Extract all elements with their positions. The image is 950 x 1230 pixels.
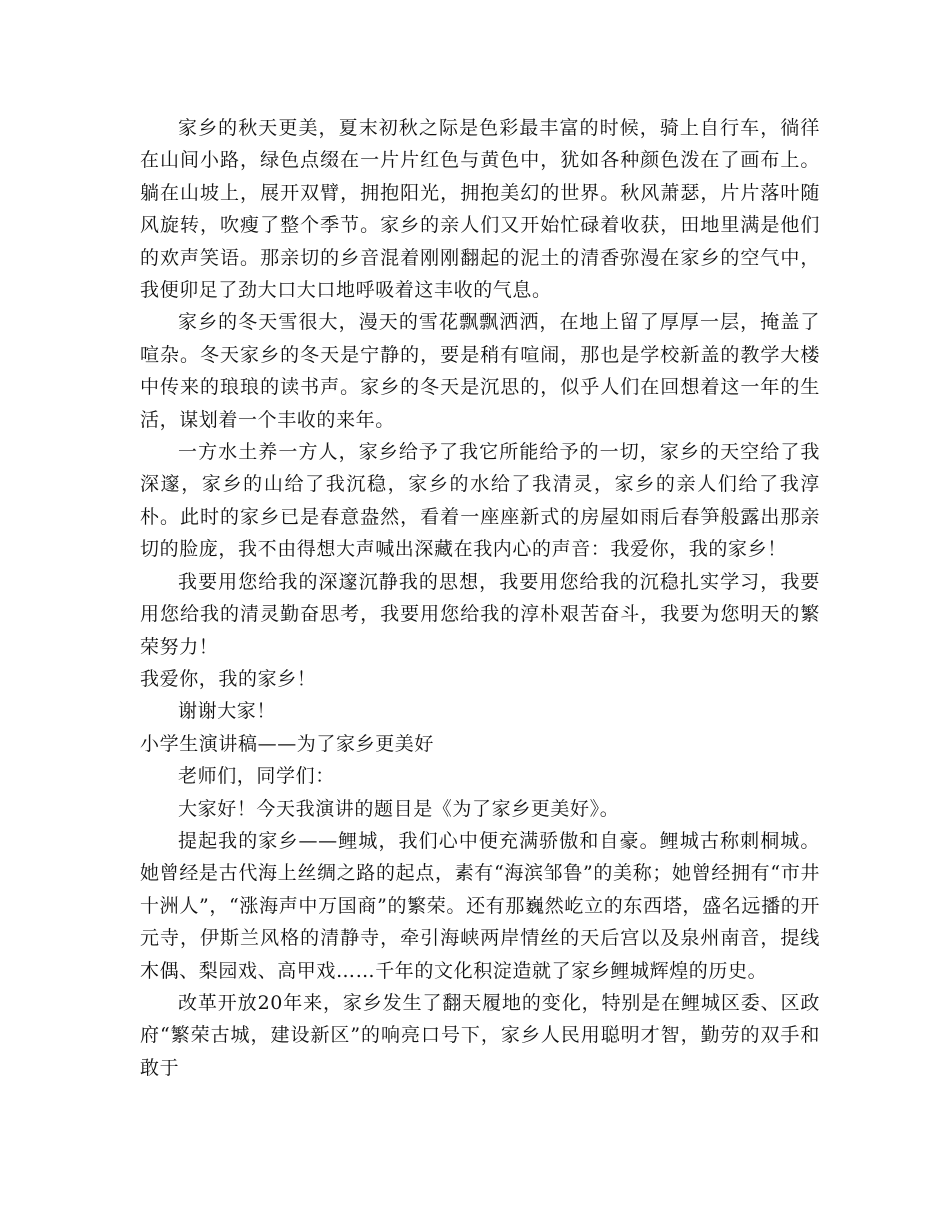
paragraph-hometown-gifts: 一方水土养一方人，家乡给予了我它所能给予的一切，家乡的天空给了我深邃，家乡的山给了我沉稳，家乡的水给了我清灵，家乡的亲人们给了我淳朴。此时的家乡已是春意盎然，看着一座座新式的房屋如雨后春笋般露出那亲切的脸庞，我不由得想大声喊出深藏在我内心的声音：我爱你，我的家乡！	[140, 441, 820, 561]
paragraph-love-hometown: 我爱你，我的家乡！	[140, 667, 317, 690]
document-page	[140, 112, 820, 1084]
paragraph-reform: 改革开放20年来，家乡发生了翻天履地的变化，特别是在鲤城区委、区政府“繁荣古城，建设新区”的响亮口号下，家乡人民用聪明才智，勤劳的双手和敢于	[140, 991, 820, 1079]
paragraph-autumn: 家乡的秋天更美，夏末初秋之际是色彩最丰富的时候，骑上自行车，徜徉在山间小路，绿色点缀在一片片红色与黄色中，犹如各种颜色泼在了画布上。躺在山坡上，展开双臂，拥抱阳光，拥抱美幻的世界。秋风萧瑟，片片落叶随风旋转，吹瘦了整个季节。家乡的亲人们又开始忙碌着收获，田地里满是他们的欢声笑语。那亲切的乡音混着刚刚翻起的泥土的清香弥漫在家乡的空气中，我便卯足了劲大口大口地呼吸着这丰收的气息。	[140, 117, 820, 302]
paragraph-resolve: 我要用您给我的深邃沉静我的思想，我要用您给我的沉稳扎实学习，我要用您给我的清灵勤奋思考，我要用您给我的淳朴艰苦奋斗，我要为您明天的繁荣努力！	[140, 570, 820, 658]
paragraph-licheng-history: 提起我的家乡——鲤城，我们心中便充满骄傲和自豪。鲤城古称刺桐城。她曾经是古代海上丝绸之路的起点，素有“海滨邹鲁”的美称；她曾经拥有“市井十洲人”，“涨海声中万国商”的繁荣。还有那巍然屹立的东西塔，盛名远播的开元寺，伊斯兰风格的清静寺，牵引海峡两岸情丝的天后宫以及泉州南音，提线木偶、梨园戏、高甲戏……千年的文化积淀造就了家乡鲤城辉煌的历史。	[140, 829, 820, 982]
paragraph-thanks: 谢谢大家！	[178, 700, 277, 723]
paragraph-winter: 家乡的冬天雪很大，漫天的雪花飘飘洒洒，在地上留了厚厚一层，掩盖了喧杂。冬天家乡的冬天是宁静的，要是稍有喧闹，那也是学校新盖的教学大楼中传来的琅琅的读书声。家乡的冬天是沉思的，似乎人们在回想着这一年的生活，谋划着一个丰收的来年。	[140, 311, 820, 431]
paragraph-greeting: 大家好！今天我演讲的题目是《为了家乡更美好》。	[178, 797, 620, 820]
paragraph-salutation: 老师们，同学们：	[178, 765, 335, 788]
speech-title: 小学生演讲稿——为了家乡更美好	[140, 732, 435, 755]
